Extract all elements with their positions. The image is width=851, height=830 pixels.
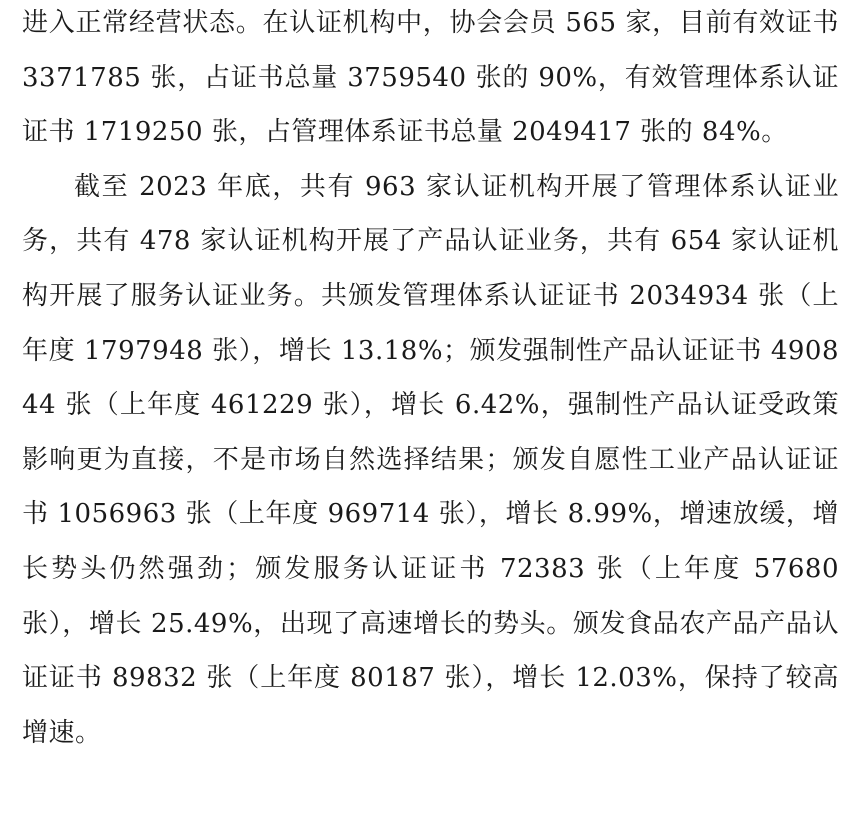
paragraph-certification-statistics: 截至 2023 年底，共有 963 家认证机构开展了管理体系认证业务，共有 478 家认证机构开展了产品认证业务，共有 654 家认证机构开展了服务认证业务。共颁发管理体系认证证书 2034934 张（上年度 1797948 张），增长 13.18%；颁发强制性产品认证证书 490844 张（上年度 461229 张），增长 6.42%，强制性产品认证受政策影响更为直接，不是市场自然选择结果；颁发自愿性工业产品认证证书 1056963 张（上年度 969714 张），增长 8.99%，增速放缓，增长势头仍然强劲；颁发服务认证证书 72383 张（上年度 57680 张），增长 25.49%，出现了高速增长的势头。颁发食品农产品产品认证证书 89832 张（上年度 80187 张），增长 12.03%，保持了较高增速。: [22, 171, 839, 748]
paragraph-continuation: 进入正常经营状态。在认证机构中，协会会员 565 家，目前有效证书 3371785 张，占证书总量 3759540 张的 90%，有效管理体系认证证书 1719250 张，占管理体系证书总量 2049417 张的 84%。: [22, 8, 839, 148]
